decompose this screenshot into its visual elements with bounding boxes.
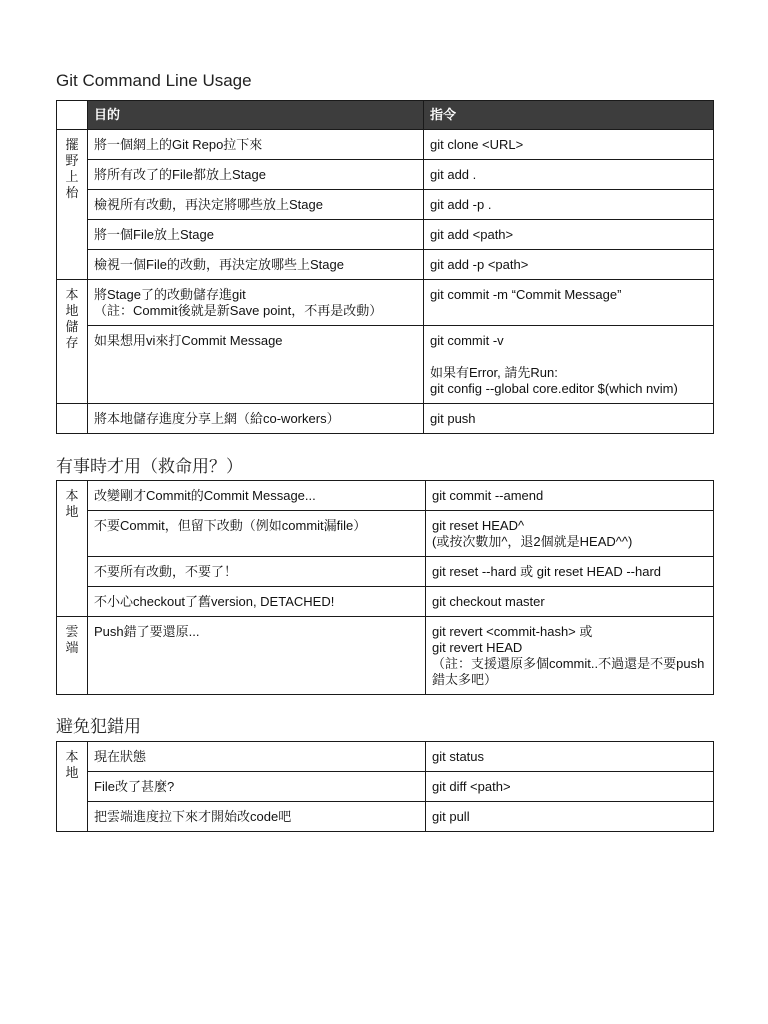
purpose-cell: 不要所有改動，不要了！: [88, 557, 426, 587]
table-row: [57, 587, 714, 617]
command-cell: [426, 481, 714, 511]
table-row: [57, 326, 714, 404]
group-label-cell: [57, 404, 88, 434]
purpose-cell: File改了甚麼?: [88, 772, 426, 802]
command-text: git reset --hard 或 git reset HEAD --hard: [432, 564, 662, 579]
avoid-mistakes-table: [56, 741, 714, 832]
command-text: git revert <commit-hash> 或 git revert HEAD （註：支援還原多個commit..不過還是不要push錯太多吧）: [432, 624, 705, 687]
table-row: [57, 617, 714, 695]
command-text: git checkout master: [432, 594, 545, 609]
purpose-cell: Push錯了要還原...: [88, 617, 426, 695]
table-row: [57, 130, 714, 160]
command-cell: [424, 190, 714, 220]
purpose-cell: 如果想用vi來打Commit Message: [88, 326, 424, 404]
purpose-cell: 將本地儲存進度分享上網（給co-workers）: [88, 404, 424, 434]
purpose-cell: 將一個網上的Git Repo拉下來: [88, 130, 424, 160]
table-row: [57, 190, 714, 220]
purpose-cell: 將所有改了的File都放上Stage: [88, 160, 424, 190]
command-text: git add -p <path>: [430, 257, 529, 272]
command-text: git clone <URL>: [430, 137, 524, 152]
table-row: [57, 160, 714, 190]
group-label-char: 上: [65, 169, 79, 184]
table-header-row: [57, 101, 714, 130]
command-cell: [426, 587, 714, 617]
command-text: git commit -m “Commit Message”: [430, 287, 622, 302]
note-spacer: [430, 349, 707, 365]
command-cell: [426, 557, 714, 587]
table-row: [57, 802, 714, 832]
table-row: [57, 481, 714, 511]
group-label-char: 本: [65, 749, 79, 764]
command-cell: [426, 742, 714, 772]
group-label-char: 擺: [65, 137, 79, 152]
purpose-cell: 不小心checkout了舊version, DETACHED!: [88, 587, 426, 617]
command-text: git reset HEAD^ (或按次數加^，退2個就是HEAD^^): [432, 518, 633, 549]
group-label-cell: [57, 130, 88, 280]
section-title-avoid-mistakes: 避免犯錯用: [56, 717, 141, 736]
emergency-table: [56, 480, 714, 695]
command-note: 如果有Error, 請先Run: git config --global core.editor $(which nvim): [430, 365, 678, 396]
usage-table: [56, 100, 714, 434]
group-label-char: 地: [65, 303, 79, 318]
command-cell: [424, 404, 714, 434]
group-label-char: 雲: [65, 624, 79, 639]
section-title-usage: Git Command Line Usage: [56, 71, 252, 90]
purpose-cell: 檢視所有改動，再決定將哪些放上Stage: [88, 190, 424, 220]
table-row: [57, 280, 714, 326]
group-label-char: 儲: [65, 319, 79, 334]
command-cell: [426, 802, 714, 832]
command-cell: [426, 772, 714, 802]
table-row: [57, 250, 714, 280]
table-row: [57, 557, 714, 587]
command-text: git push: [430, 411, 476, 426]
group-label-char: 本: [65, 488, 79, 503]
table-row: [57, 742, 714, 772]
command-cell: [424, 130, 714, 160]
table-row: [57, 772, 714, 802]
group-label-char: 本: [65, 287, 79, 302]
table-row: [57, 220, 714, 250]
group-label-char: 端: [65, 640, 79, 655]
purpose-cell: 將一個File放上Stage: [88, 220, 424, 250]
purpose-cell: 將Stage了的改動儲存進git （註：Commit後就是新Save point，不再是改動）: [88, 280, 424, 326]
command-cell: [424, 326, 714, 404]
command-text: git status: [432, 749, 485, 764]
header-purpose: 目的: [88, 101, 424, 130]
command-cell: [424, 220, 714, 250]
command-text: git add <path>: [430, 227, 514, 242]
command-text: git diff <path>: [432, 779, 511, 794]
purpose-cell: 把雲端進度拉下來才開始改code吧: [88, 802, 426, 832]
command-cell: [426, 511, 714, 557]
table-row: [57, 404, 714, 434]
purpose-cell: 現在狀態: [88, 742, 426, 772]
group-label-char: 地: [65, 765, 79, 780]
group-label-cell: [57, 617, 88, 695]
header-command: 指令: [424, 101, 714, 130]
group-label-char: 野: [65, 153, 79, 168]
command-text: git commit -v: [430, 333, 504, 348]
group-label-char: 地: [65, 504, 79, 519]
purpose-cell: 檢視一個File的改動，再決定放哪些上Stage: [88, 250, 424, 280]
group-label-char: 存: [65, 335, 79, 350]
group-label-cell: [57, 742, 88, 832]
header-corner-cell: [57, 101, 88, 130]
table-row: [57, 511, 714, 557]
purpose-cell: 不要Commit，但留下改動（例如commit漏file）: [88, 511, 426, 557]
section-title-emergency: 有事時才用（救命用？）: [56, 457, 243, 476]
command-cell: [424, 280, 714, 326]
group-label-cell: [57, 481, 88, 617]
command-cell: [424, 160, 714, 190]
group-label-cell: [57, 280, 88, 404]
purpose-cell: 改變剛才Commit的Commit Message...: [88, 481, 426, 511]
command-text: git commit --amend: [432, 488, 544, 503]
command-text: git add .: [430, 167, 477, 182]
command-text: git add -p .: [430, 197, 492, 212]
group-label-char: 枱: [65, 185, 79, 200]
command-text: git pull: [432, 809, 470, 824]
command-cell: [426, 617, 714, 695]
command-cell: [424, 250, 714, 280]
